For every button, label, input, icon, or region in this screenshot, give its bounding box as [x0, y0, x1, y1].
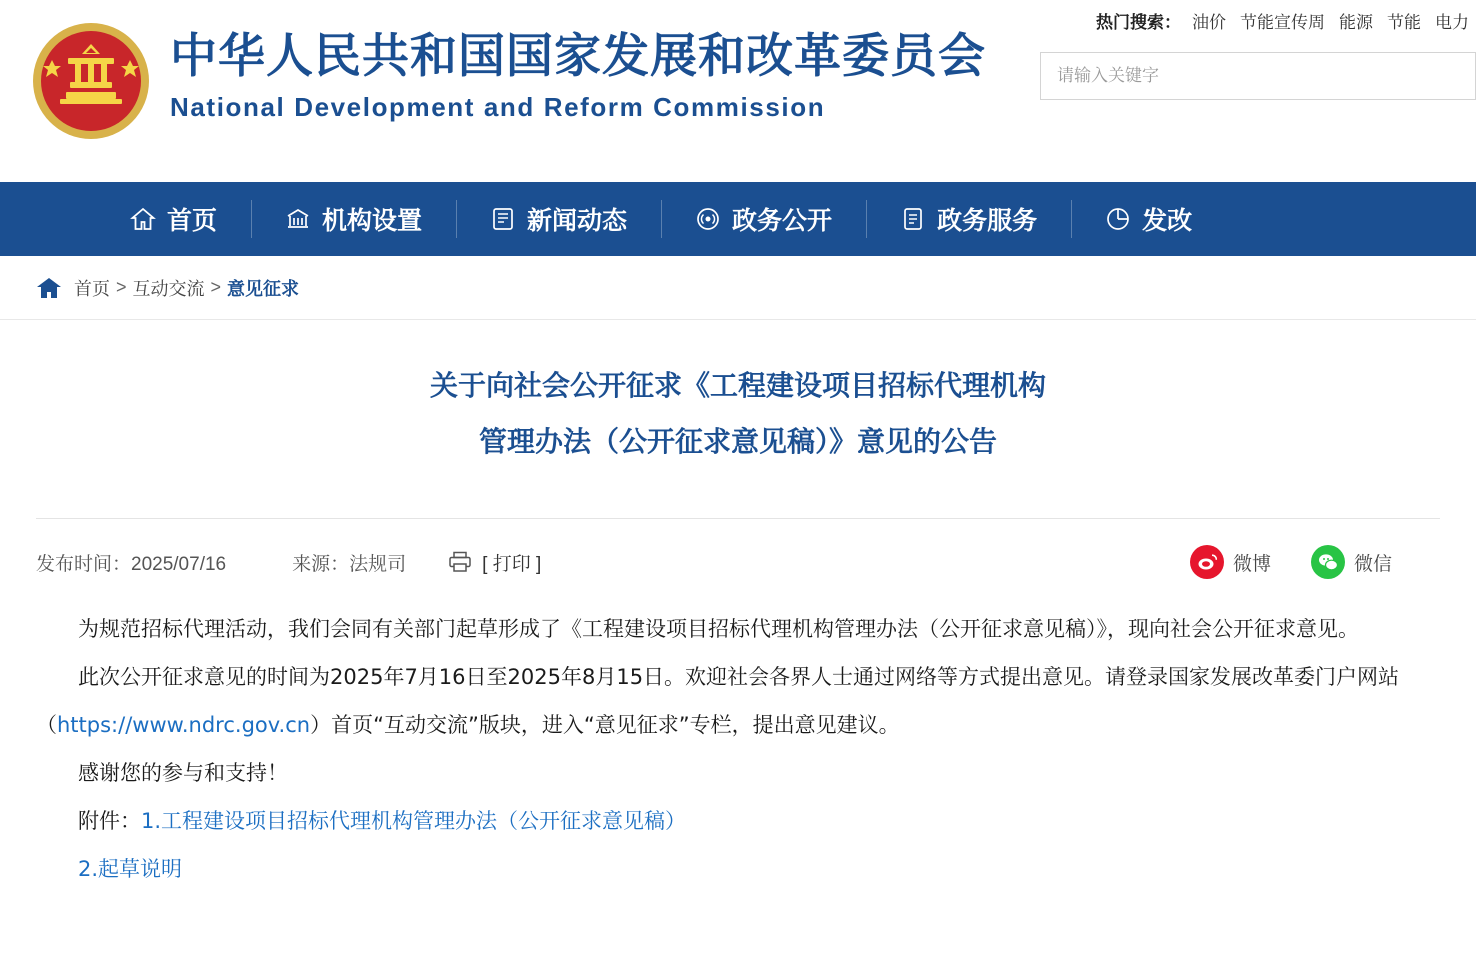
- site-title-cn: 中华人民共和国国家发展和改革委员会: [170, 29, 986, 84]
- page-title: [36, 358, 1440, 470]
- article-container: [0, 358, 1476, 893]
- share-bar: [1150, 545, 1392, 579]
- main-nav: [0, 182, 1476, 256]
- print-button[interactable]: [448, 549, 541, 576]
- site-title: [170, 28, 986, 124]
- nav-item-home[interactable]: [96, 198, 251, 240]
- breadcrumb-separator: >: [210, 277, 222, 297]
- article-paragraph: 为规范招标代理活动，我们会同有关部门起草形成了《工程建设项目招标代理机构管理办法（公开征求意见稿）》，现向社会公开征求意见。: [78, 617, 1359, 641]
- source: [292, 549, 406, 576]
- article-paragraph: 感谢您的参与和支持！: [78, 761, 288, 785]
- home-icon: [130, 206, 156, 232]
- print-label: [ 打印 ]: [482, 553, 542, 575]
- nav-item-news[interactable]: [456, 198, 661, 240]
- paragraph-text-after-link: ）首页“互动交流”版块，进入“意见征求”专栏，提出意见建议。: [310, 713, 900, 737]
- attachment-line: [36, 797, 1440, 845]
- hot-search-term[interactable]: 油价: [1192, 13, 1226, 32]
- wechat-icon: [1311, 545, 1345, 579]
- share-weibo-button[interactable]: [1190, 545, 1271, 579]
- source-label: 来源：: [292, 553, 350, 575]
- publish-time-value: 2025/07/16: [131, 553, 227, 575]
- nav-item-label: 新闻动态: [527, 207, 628, 235]
- nav-item-label: 发改: [1142, 207, 1193, 235]
- article-body: [36, 605, 1440, 893]
- pie-icon: [1105, 206, 1131, 232]
- nav-item-label: 机构设置: [322, 207, 423, 235]
- page-title-line1: 关于向社会公开征求《工程建设项目招标代理机构: [429, 369, 1046, 402]
- attachment-link-2[interactable]: 2.起草说明: [78, 857, 183, 881]
- search-box[interactable]: [1040, 52, 1476, 100]
- nav-item-organization[interactable]: [251, 198, 456, 240]
- hot-search-label: 热门搜索：: [1096, 13, 1181, 32]
- breadcrumb-item-home[interactable]: 首页: [74, 278, 110, 299]
- nav-item-label: 政务服务: [937, 207, 1038, 235]
- site-header: [0, 0, 1476, 182]
- breadcrumb-item-interaction[interactable]: 互动交流: [132, 278, 205, 299]
- article-meta: [36, 519, 1440, 605]
- hot-search-term[interactable]: 电力: [1435, 13, 1469, 32]
- nav-item-label: 政务公开: [732, 207, 833, 235]
- ndrc-website-link[interactable]: https://www.ndrc.gov.cn: [57, 713, 311, 737]
- nav-item-label: 首页: [167, 207, 218, 235]
- search-input[interactable]: [1041, 53, 1475, 99]
- printer-icon: [448, 551, 472, 573]
- share-label: 微博: [1232, 553, 1271, 575]
- home-icon: [36, 276, 62, 300]
- attachment-label: 附件：: [78, 809, 141, 833]
- attachment-line: [36, 845, 1440, 893]
- publish-time-label: 发布时间：: [36, 553, 132, 575]
- site-title-en: National Development and Reform Commission: [170, 92, 826, 122]
- national-emblem-icon: [30, 20, 152, 142]
- source-value: 法规司: [349, 553, 407, 575]
- document-icon: [900, 206, 926, 232]
- paragraph-text-before-link: 此次公开征求意见的时间为2025年7月16日至2025年8月15日。欢迎社会各界人士通过网络等方式提出意见。请登录国家发展改革委门户网站（: [36, 665, 1400, 737]
- broadcast-icon: [695, 206, 721, 232]
- news-icon: [490, 206, 516, 232]
- bank-icon: [285, 206, 311, 232]
- hot-search-bar: [1096, 8, 1476, 33]
- share-wechat-button[interactable]: [1311, 545, 1392, 579]
- hot-search-term[interactable]: 能源: [1339, 13, 1373, 32]
- hot-search-term[interactable]: 节能宣传周: [1240, 13, 1325, 32]
- attachment-link-1[interactable]: 1.工程建设项目招标代理机构管理办法（公开征求意见稿）: [141, 809, 687, 833]
- breadcrumb-current: 意见征求: [227, 278, 300, 299]
- nav-item-government-services[interactable]: [866, 198, 1071, 240]
- nav-item-government-disclosure[interactable]: [661, 198, 866, 240]
- hot-search-term[interactable]: 节能: [1387, 13, 1421, 32]
- nav-item-reform[interactable]: [1071, 198, 1226, 240]
- weibo-icon: [1190, 545, 1224, 579]
- breadcrumb: [0, 256, 1476, 320]
- breadcrumb-separator: >: [116, 277, 127, 297]
- share-label: 微信: [1353, 553, 1392, 575]
- page-title-line2: 管理办法（公开征求意见稿）》意见的公告: [478, 425, 997, 458]
- article-paragraph-with-link: [36, 653, 1440, 749]
- publish-time: [36, 549, 226, 576]
